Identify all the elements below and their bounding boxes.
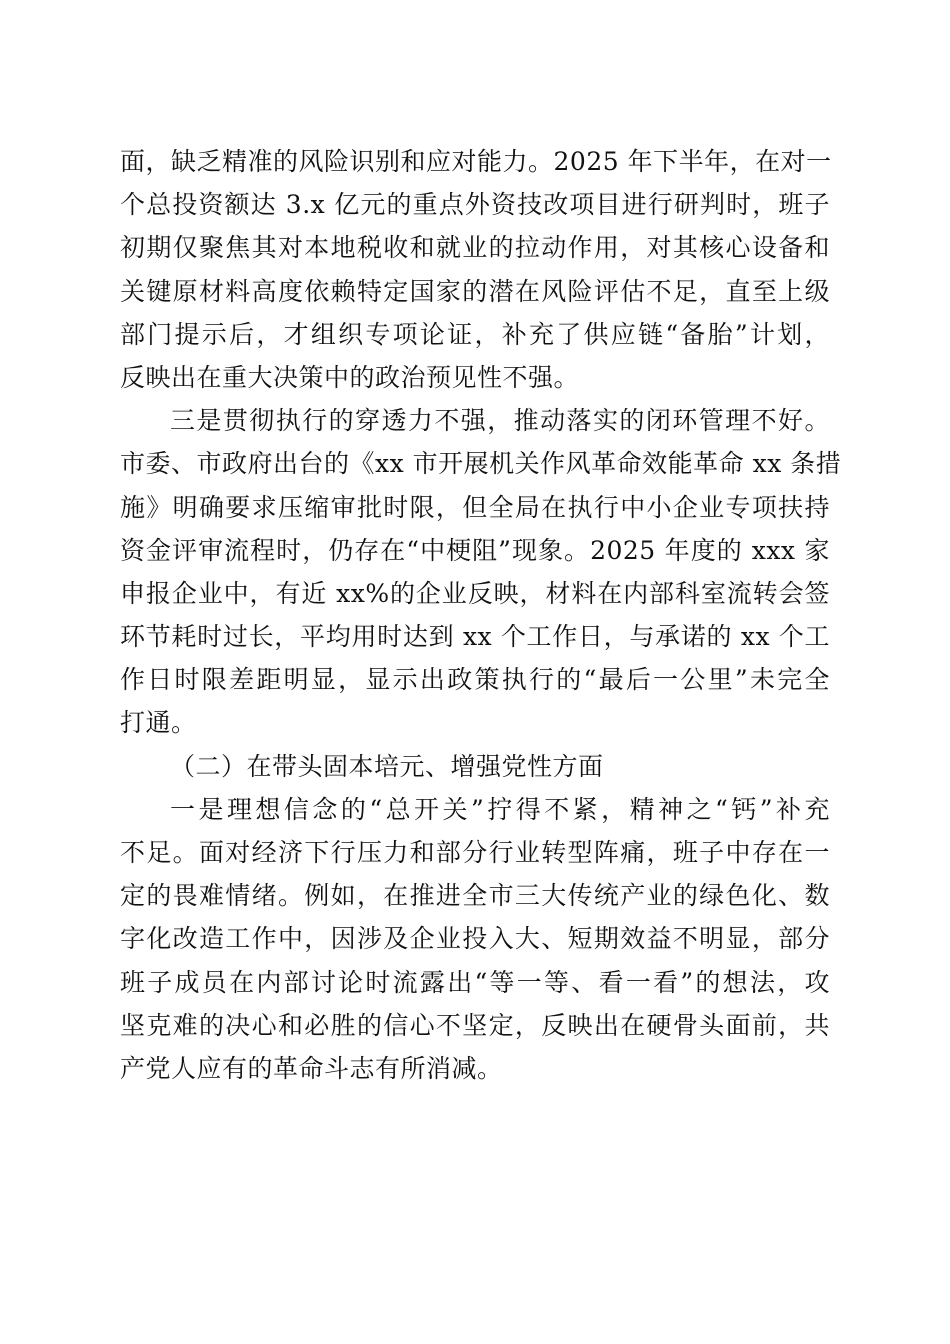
text-line: 面，缺乏精准的风险识别和应对能力。2025 年下半年，在对一 [120,147,832,176]
text-line: 环节耗时过长，平均用时达到 xx 个工作日，与承诺的 xx 个工 [120,622,830,652]
section-heading [120,745,830,788]
text-line: 作日时限差距明显，显示出政策执行的“最后一公里”未完全 [120,665,830,695]
text-line: 定的畏难情绪。例如，在推进全市三大传统产业的绿色化、数 [120,881,830,911]
text-line: 不足。面对经济下行压力和部分行业转型阵痛，班子中存在一 [120,838,830,867]
paragraph-implementation [120,399,842,745]
text-line: 资金评审流程时，仍存在“中梗阻”现象。2025 年度的 xxx 家 [120,535,830,565]
text-line: 三是贯彻执行的穿透力不强，推动落实的闭环管理不好。 [170,406,830,436]
text-line: 班子成员在内部讨论时流露出“等一等、看一看”的想法，攻 [120,967,830,997]
paragraph-ideals-beliefs [120,788,830,1090]
heading-text: （二）在带头固本培元、增强党性方面 [170,751,604,781]
text-line: 施》明确要求压缩审批时限，但全局在执行中小企业专项扶持 [120,492,830,522]
text-line: 字化改造工作中，因涉及企业投入大、短期效益不明显，部分 [120,924,830,954]
text-line: 关键原材料高度依赖特定国家的潜在风险评估不足，直至上级 [120,276,830,306]
text-line: 打通。 [120,708,197,738]
text-line: 初期仅聚焦其对本地税收和就业的拉动作用，对其核心设备和 [120,233,830,263]
text-line: 部门提示后，才组织专项论证，补充了供应链“备胎”计划， [120,319,830,349]
text-line: 坚克难的决心和必胜的信心不坚定，反映出在硬骨头面前，共 [120,1010,830,1040]
paragraph-risk-identification [120,140,830,399]
text-line: 个总投资额达 3.x 亿元的重点外资技改项目进行研判时，班子 [120,190,830,220]
text-line: 申报企业中，有近 xx%的企业反映，材料在内部科室流转会签 [120,578,830,608]
text-line: 产党人应有的革命斗志有所消减。 [120,1053,503,1083]
text-line: 一是理想信念的“总开关”拧得不紧，精神之“钙”补充 [170,794,830,824]
text-line: 反映出在重大决策中的政治预见性不强。 [120,362,580,392]
document-body [120,140,842,1090]
text-line: 市委、市政府出台的《xx 市开展机关作风革命效能革命 xx 条措 [120,449,842,479]
